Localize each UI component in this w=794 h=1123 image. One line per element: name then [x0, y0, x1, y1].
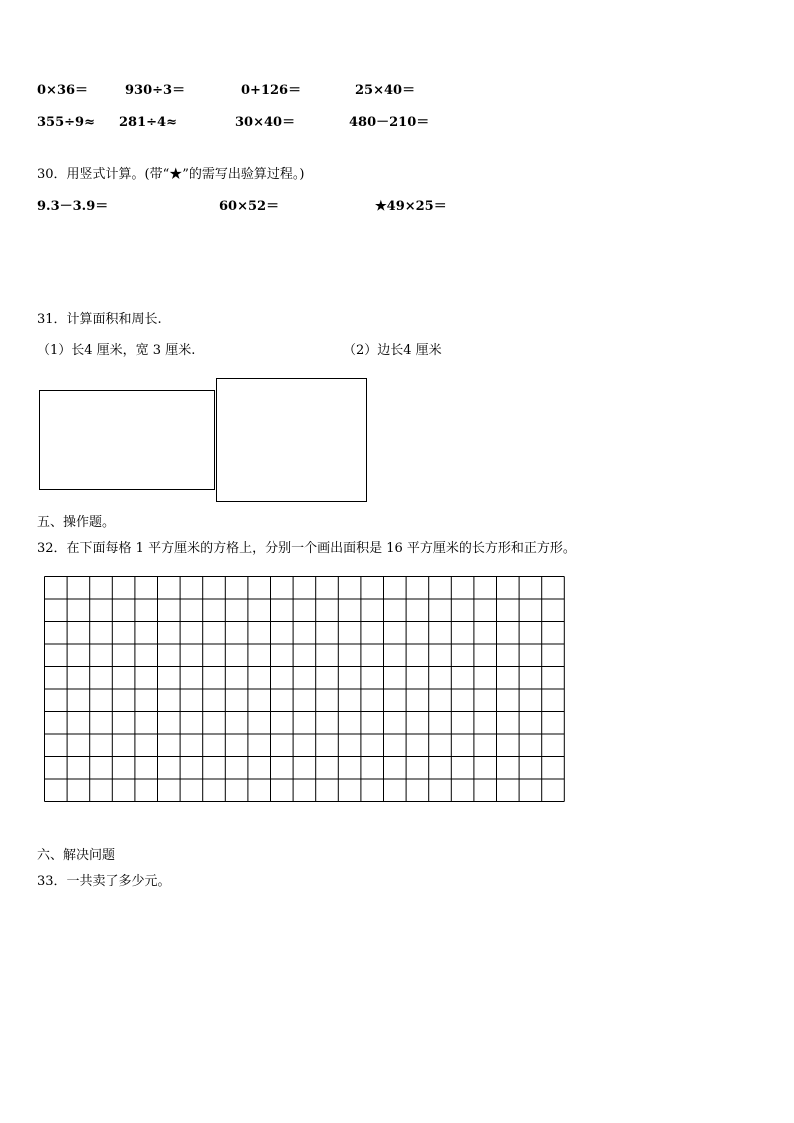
oral-2-1: 355÷9≈	[37, 115, 95, 130]
oral-2-2: 281÷4≈	[119, 115, 177, 130]
square-figure	[216, 378, 367, 502]
section-5-heading: 五、操作题。	[37, 515, 116, 530]
section-6-heading: 六、解决问题	[37, 848, 116, 863]
q30-item-1: 9.3－3.9＝	[37, 199, 109, 214]
oral-2-3: 30×40＝	[235, 115, 296, 130]
oral-1-1: 0×36＝	[37, 83, 89, 98]
q30-title: 30．用竖式计算。(带“★”的需写出验算过程。)	[37, 167, 305, 182]
oral-2-4: 480－210＝	[349, 115, 430, 130]
q31-title: 31．计算面积和周长.	[37, 312, 162, 327]
q33-title: 33．一共卖了多少元。	[37, 874, 171, 889]
oral-1-2: 930÷3＝	[125, 83, 186, 98]
q30-item-2: 60×52＝	[219, 199, 280, 214]
oral-1-4: 25×40＝	[355, 83, 416, 98]
rectangle-figure	[39, 390, 215, 490]
q31-part2: （2）边长4 厘米	[343, 343, 442, 358]
q31-part1: （1）长4 厘米，宽 3 厘米.	[37, 343, 196, 358]
q30-item-3: ★49×25＝	[375, 199, 447, 214]
square-grid	[44, 576, 567, 803]
oral-1-3: 0+126＝	[241, 83, 302, 98]
q32-title: 32．在下面每格 1 平方厘米的方格上，分别一个画出面积是 16 平方厘米的长方形和正方形。	[37, 541, 576, 556]
